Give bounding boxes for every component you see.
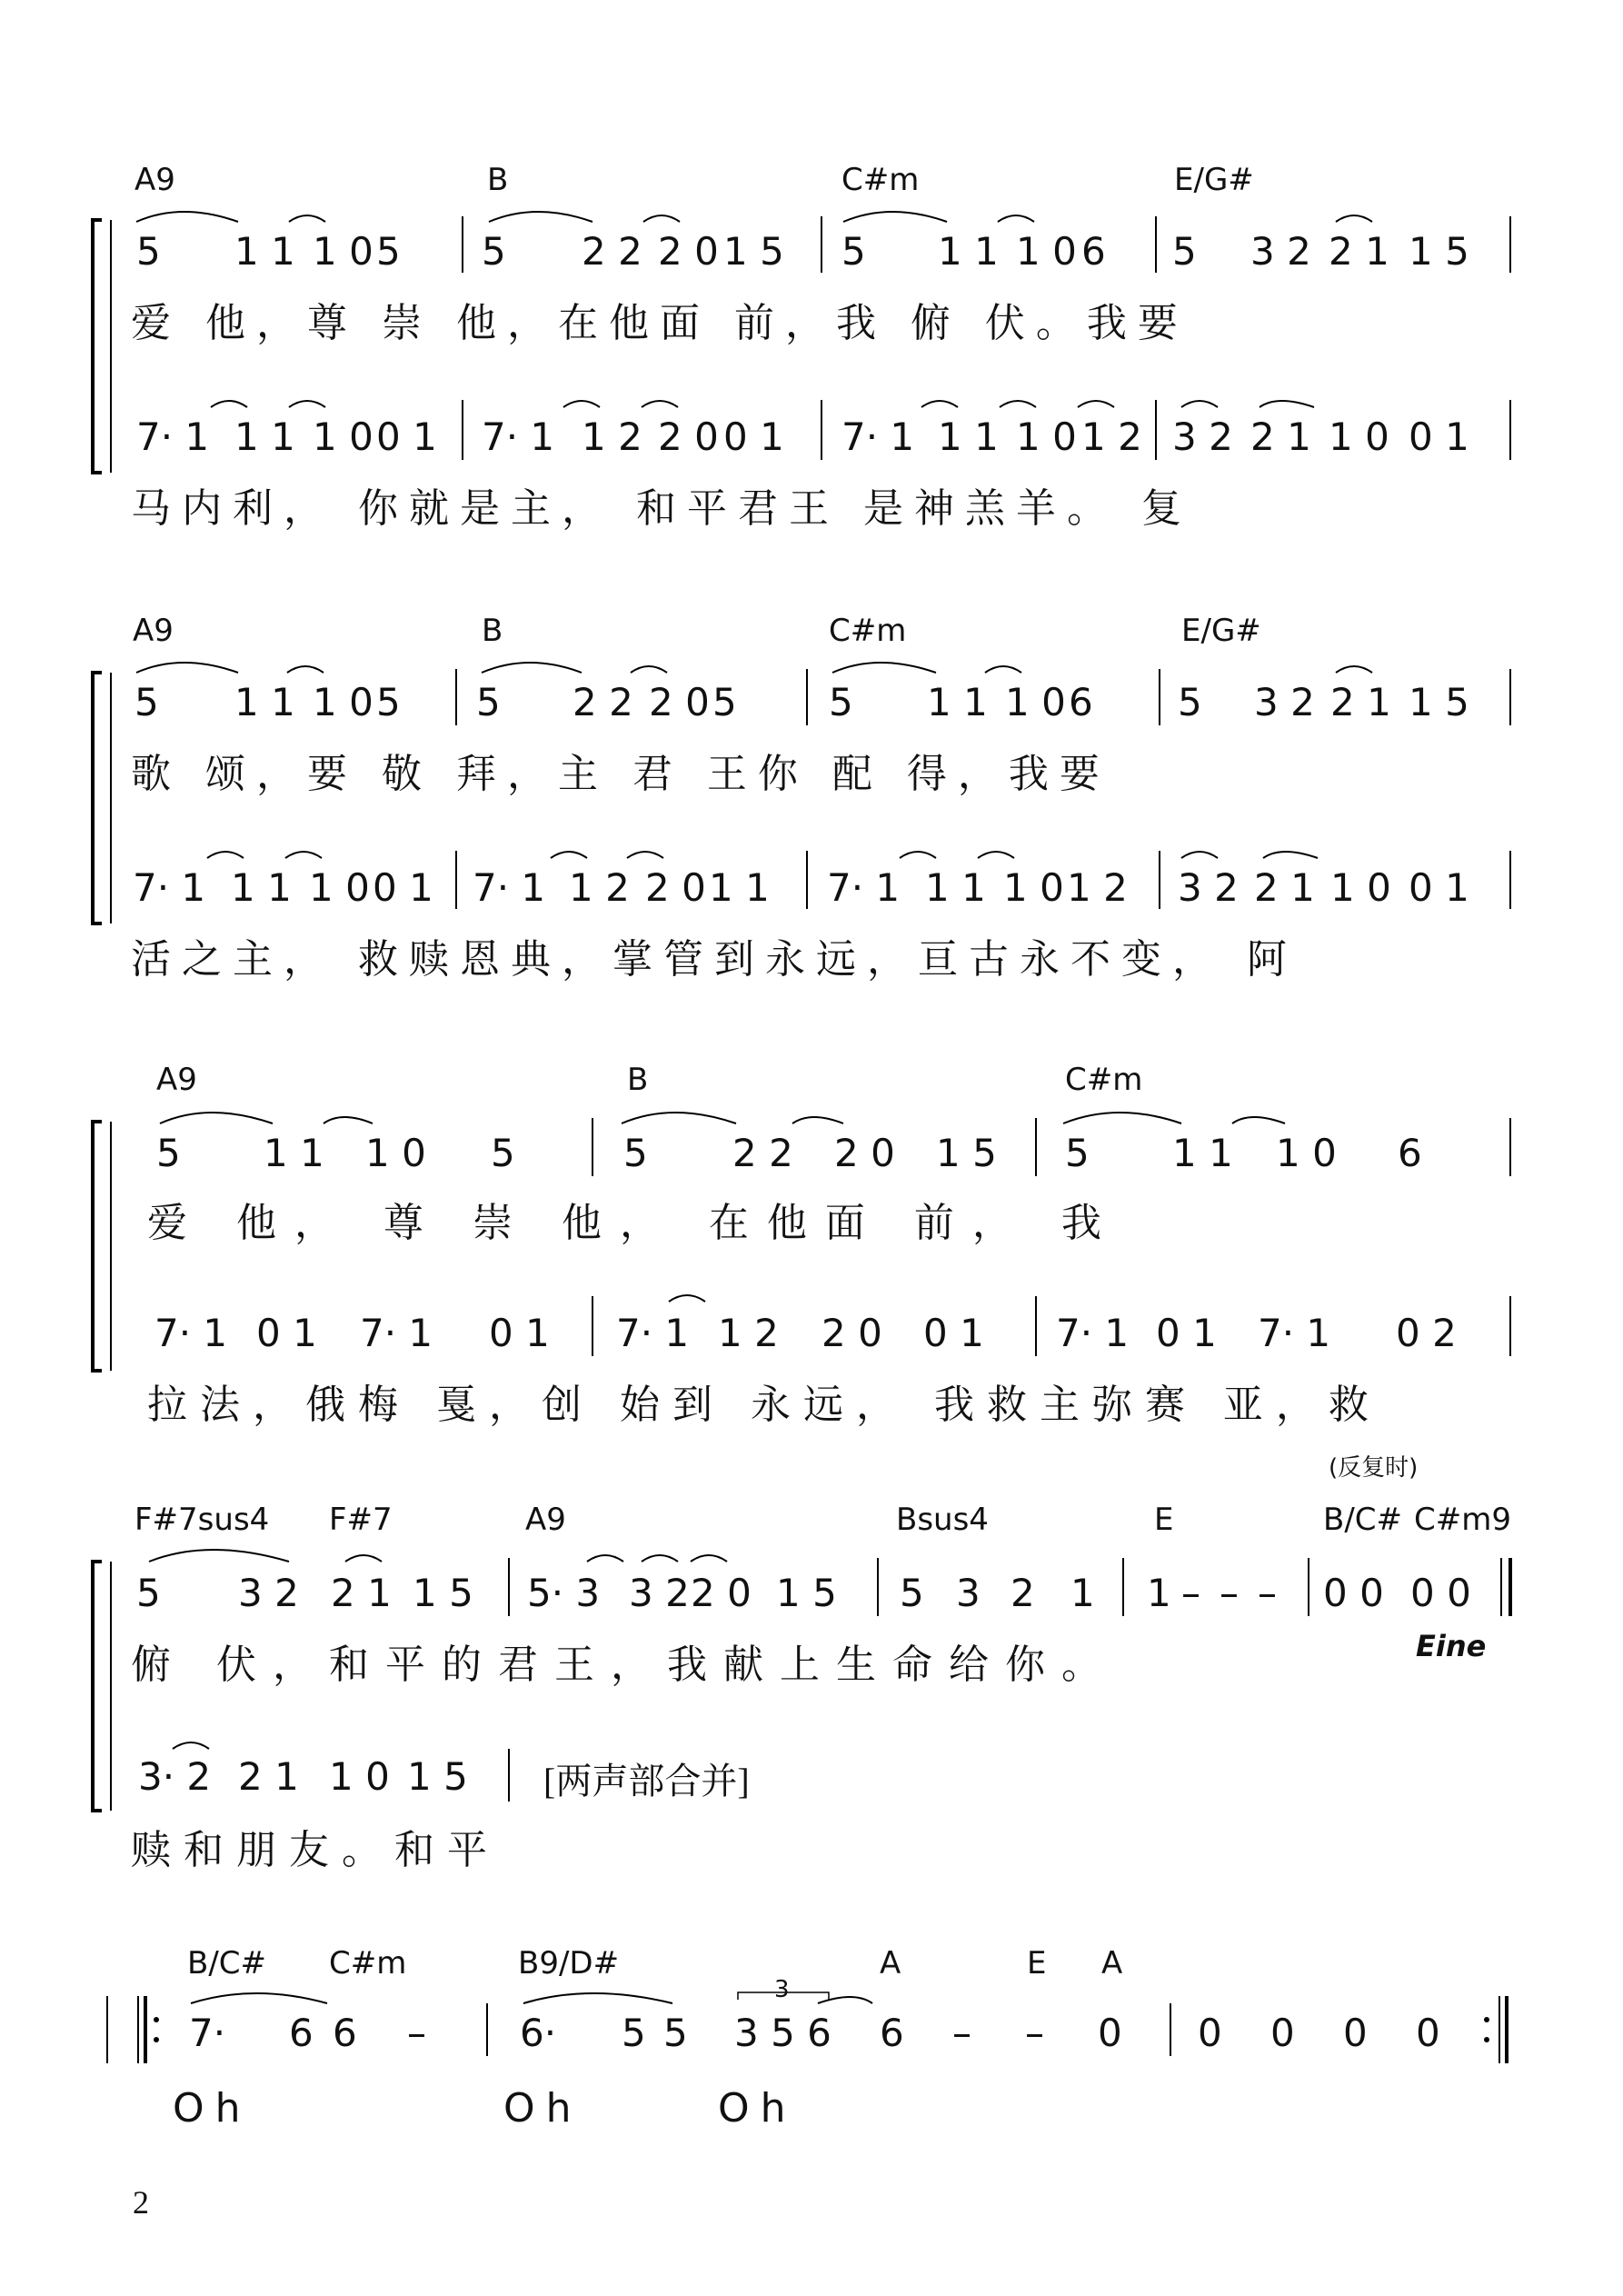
chord-label: F#7: [329, 1502, 393, 1538]
note: 3 2: [1254, 680, 1315, 724]
chord-label: E: [1154, 1502, 1174, 1538]
chord-label: E: [1027, 1945, 1047, 1982]
note: 5: [829, 680, 853, 724]
voice1-notes: [0, 680, 1623, 731]
note: 1 1: [709, 865, 770, 910]
chord-label: A: [1101, 1945, 1123, 1982]
lyrics-line: 赎和朋友。和平: [131, 1827, 500, 1873]
note: 6: [1069, 680, 1093, 724]
note: 5: [156, 1131, 181, 1175]
note: 0: [1416, 2011, 1440, 2055]
note: 5: [491, 1131, 515, 1175]
note: 6: [333, 2011, 357, 2055]
note: 2 0: [691, 1571, 752, 1615]
triplet-mark: 3: [774, 1976, 790, 2003]
note: 2 0: [658, 229, 719, 274]
voice1-notes: [0, 229, 1623, 280]
note: 1 0: [365, 1131, 426, 1175]
lyrics-line: 活之主， 救赎恩典，掌管到永远，亘古永不变， 阿: [131, 936, 1298, 983]
note: 2: [1011, 1571, 1035, 1615]
repeat-annotation: (反复时): [1329, 1454, 1419, 1482]
note: –: [952, 2011, 971, 2055]
melody-notes: [0, 2011, 1623, 2061]
note: 2 1: [1254, 865, 1315, 910]
note: 3 2: [1178, 865, 1239, 910]
note: 5· 3: [527, 1571, 601, 1615]
note: 1 1: [234, 414, 295, 459]
note: 1: [1070, 1571, 1095, 1615]
note: 0 1: [256, 1311, 317, 1355]
note: 7· 1: [827, 865, 901, 910]
note: 1: [1147, 1571, 1171, 1615]
chord-label: E/G#: [1181, 613, 1261, 649]
note: 5: [476, 680, 501, 724]
note: 1 1: [234, 680, 295, 724]
note: 1 5: [936, 1131, 997, 1175]
note: 3: [956, 1571, 981, 1615]
note: 0 1: [373, 865, 433, 910]
chord-label: C#m9: [1414, 1502, 1511, 1538]
note: 7· 1: [133, 865, 206, 910]
note: 2 1: [238, 1754, 299, 1799]
note: 2 0: [821, 1311, 882, 1355]
note: 5: [482, 229, 506, 274]
note: 2 2: [732, 1131, 793, 1175]
note: 2 0: [649, 680, 710, 724]
note: 1 2: [582, 414, 642, 459]
chord-label: C#m: [1065, 1062, 1143, 1098]
note: 6: [289, 2011, 314, 2055]
note: 6: [1398, 1131, 1422, 1175]
note: –: [1025, 2011, 1044, 2055]
note: 0 1: [923, 1311, 984, 1355]
note: 7· 1: [1056, 1311, 1130, 1355]
note: 3 2: [629, 1571, 690, 1615]
note: 1 0: [309, 865, 370, 910]
voice2-notes: [0, 1754, 1623, 1805]
voice2-notes: [0, 865, 1623, 916]
note: 5: [623, 1131, 648, 1175]
chord-label: A9: [156, 1062, 197, 1098]
note: 0: [1098, 2011, 1122, 2055]
note: 5: [376, 229, 401, 274]
lyric-oh: Oh: [718, 2085, 797, 2131]
note: 7· 1: [1258, 1311, 1331, 1355]
note: 7· 1: [473, 865, 546, 910]
note: 1 0: [313, 680, 373, 724]
note: 1 0: [1330, 865, 1391, 910]
voice2-notes: [0, 414, 1623, 465]
note: 6·: [520, 2011, 557, 2055]
chord-label: F#7sus4: [134, 1502, 270, 1538]
chord-label: C#m: [329, 1945, 407, 1982]
note: 1 5: [1409, 229, 1469, 274]
voice1-notes: [0, 1571, 1623, 1622]
note: 5: [712, 680, 737, 724]
note: –: [1258, 1571, 1277, 1615]
chord-label: B: [627, 1062, 649, 1098]
merge-note: [两声部合并]: [543, 1761, 750, 1802]
chord-label: C#m: [829, 613, 907, 649]
note: 5: [376, 680, 401, 724]
note: 1 5: [1409, 680, 1469, 724]
lyrics-line: 爱 他， 尊 崇 他， 在他面 前， 我: [147, 1200, 1120, 1246]
note: 0 2: [1396, 1311, 1457, 1355]
lyrics-line: 歌 颂，要 敬 拜，主 君 王你 配 得，我要: [131, 751, 1110, 797]
note: 1 0: [329, 1754, 390, 1799]
chord-label: B/C#: [1323, 1502, 1403, 1538]
note: 5: [663, 2011, 688, 2055]
note: 0: [1343, 2011, 1368, 2055]
note: 0 1: [489, 1311, 550, 1355]
note: 1 0: [313, 229, 373, 274]
note: 3 2: [1250, 229, 1311, 274]
note: 1 1: [938, 414, 999, 459]
note: 7·: [189, 2011, 226, 2055]
note: 2 1: [331, 1571, 392, 1615]
note: 1 1: [234, 229, 295, 274]
note: 1 2: [569, 865, 630, 910]
note: 5: [1178, 680, 1202, 724]
note: –: [407, 2011, 426, 2055]
note: 7· 1: [136, 414, 210, 459]
note: 5: [136, 1571, 161, 1615]
page-number: 2: [133, 2184, 149, 2221]
note: 1 0: [1329, 414, 1389, 459]
note: 2 1: [1329, 229, 1389, 274]
chord-label: E/G#: [1174, 162, 1254, 198]
note: 0: [1270, 2011, 1295, 2055]
note: 0 1: [376, 414, 437, 459]
note: 5: [841, 229, 866, 274]
note: 7· 1: [154, 1311, 228, 1355]
note: 1 5: [407, 1754, 468, 1799]
note: 1 0: [1003, 865, 1064, 910]
note: 7· 1: [360, 1311, 433, 1355]
note: 6: [880, 2011, 904, 2055]
note: 5: [1172, 229, 1197, 274]
chord-label: C#m: [841, 162, 920, 198]
note: 0 0: [1410, 1571, 1471, 1615]
note: 5: [622, 2011, 646, 2055]
note: 1 1: [938, 229, 999, 274]
note: 1 5: [776, 1571, 837, 1615]
note: 3 5 6: [734, 2011, 831, 2055]
note: –: [1181, 1571, 1200, 1615]
lyric-oh: Oh: [503, 2085, 582, 2131]
note: 1 2: [718, 1311, 779, 1355]
note: 5: [1065, 1131, 1090, 1175]
note: 2 1: [1330, 680, 1391, 724]
chord-label: B: [487, 162, 509, 198]
note: 1 1: [264, 1131, 324, 1175]
note: 0: [1198, 2011, 1222, 2055]
note: 1 2: [1067, 865, 1128, 910]
note: 5: [136, 229, 161, 274]
chord-label: B9/D#: [518, 1945, 620, 1982]
chord-label: B/C#: [187, 1945, 267, 1982]
lyrics-line: 爱 他，尊 崇 他，在他面 前，我 俯 伏。我要: [131, 300, 1189, 346]
note: 1 0: [1016, 229, 1077, 274]
note: 0 0: [1323, 1571, 1384, 1615]
note: 7· 1: [482, 414, 555, 459]
note: 1 0: [1016, 414, 1077, 459]
note: 1 0: [1005, 680, 1066, 724]
note: 1 1: [1172, 1131, 1233, 1175]
note: 1 0: [1276, 1131, 1337, 1175]
note: –: [1220, 1571, 1239, 1615]
lyrics-line: 马内利， 你就是主， 和平君王 是神羔羊。 复: [131, 485, 1192, 532]
note: 2 2: [573, 680, 633, 724]
voice2-notes: [0, 1311, 1623, 1362]
note: 3· 2: [138, 1754, 212, 1799]
note: 1 1: [925, 865, 986, 910]
note: 0 1: [723, 414, 784, 459]
note: 5: [134, 680, 159, 724]
ending-mark: Eine: [1416, 1629, 1487, 1663]
chord-label: Bsus4: [896, 1502, 989, 1538]
note: 7· 1: [841, 414, 915, 459]
lyrics-line: 俯 伏，和平的君王，我献上生命给你。: [131, 1642, 1118, 1688]
note: 2 1: [1250, 414, 1311, 459]
note: 0 1: [1156, 1311, 1217, 1355]
chord-label: A9: [525, 1502, 566, 1538]
chord-label: A9: [134, 162, 175, 198]
note: 1 5: [413, 1571, 473, 1615]
note: 1 1: [927, 680, 988, 724]
note: 5: [900, 1571, 924, 1615]
note: 3 2: [238, 1571, 299, 1615]
note: 2 0: [658, 414, 719, 459]
chord-label: B: [482, 613, 503, 649]
note: 2 0: [834, 1131, 895, 1175]
note: 6: [1081, 229, 1106, 274]
note: 0 1: [1409, 865, 1469, 910]
note: 1 2: [1081, 414, 1142, 459]
note: 1 1: [231, 865, 292, 910]
note: 2 2: [582, 229, 642, 274]
chord-label: A9: [133, 613, 174, 649]
voice1-notes: [0, 1131, 1623, 1182]
note: 7· 1: [616, 1311, 690, 1355]
lyrics-line: 拉法，俄梅 戛，创 始到 永远， 我救主弥赛 亚，救: [147, 1382, 1381, 1428]
chord-label: A: [880, 1945, 901, 1982]
note: 0 1: [1409, 414, 1469, 459]
note: 1 5: [723, 229, 784, 274]
note: 3 2: [1172, 414, 1233, 459]
note: 2 0: [645, 865, 706, 910]
lyric-oh: Oh: [173, 2085, 252, 2131]
note: 1 0: [313, 414, 373, 459]
